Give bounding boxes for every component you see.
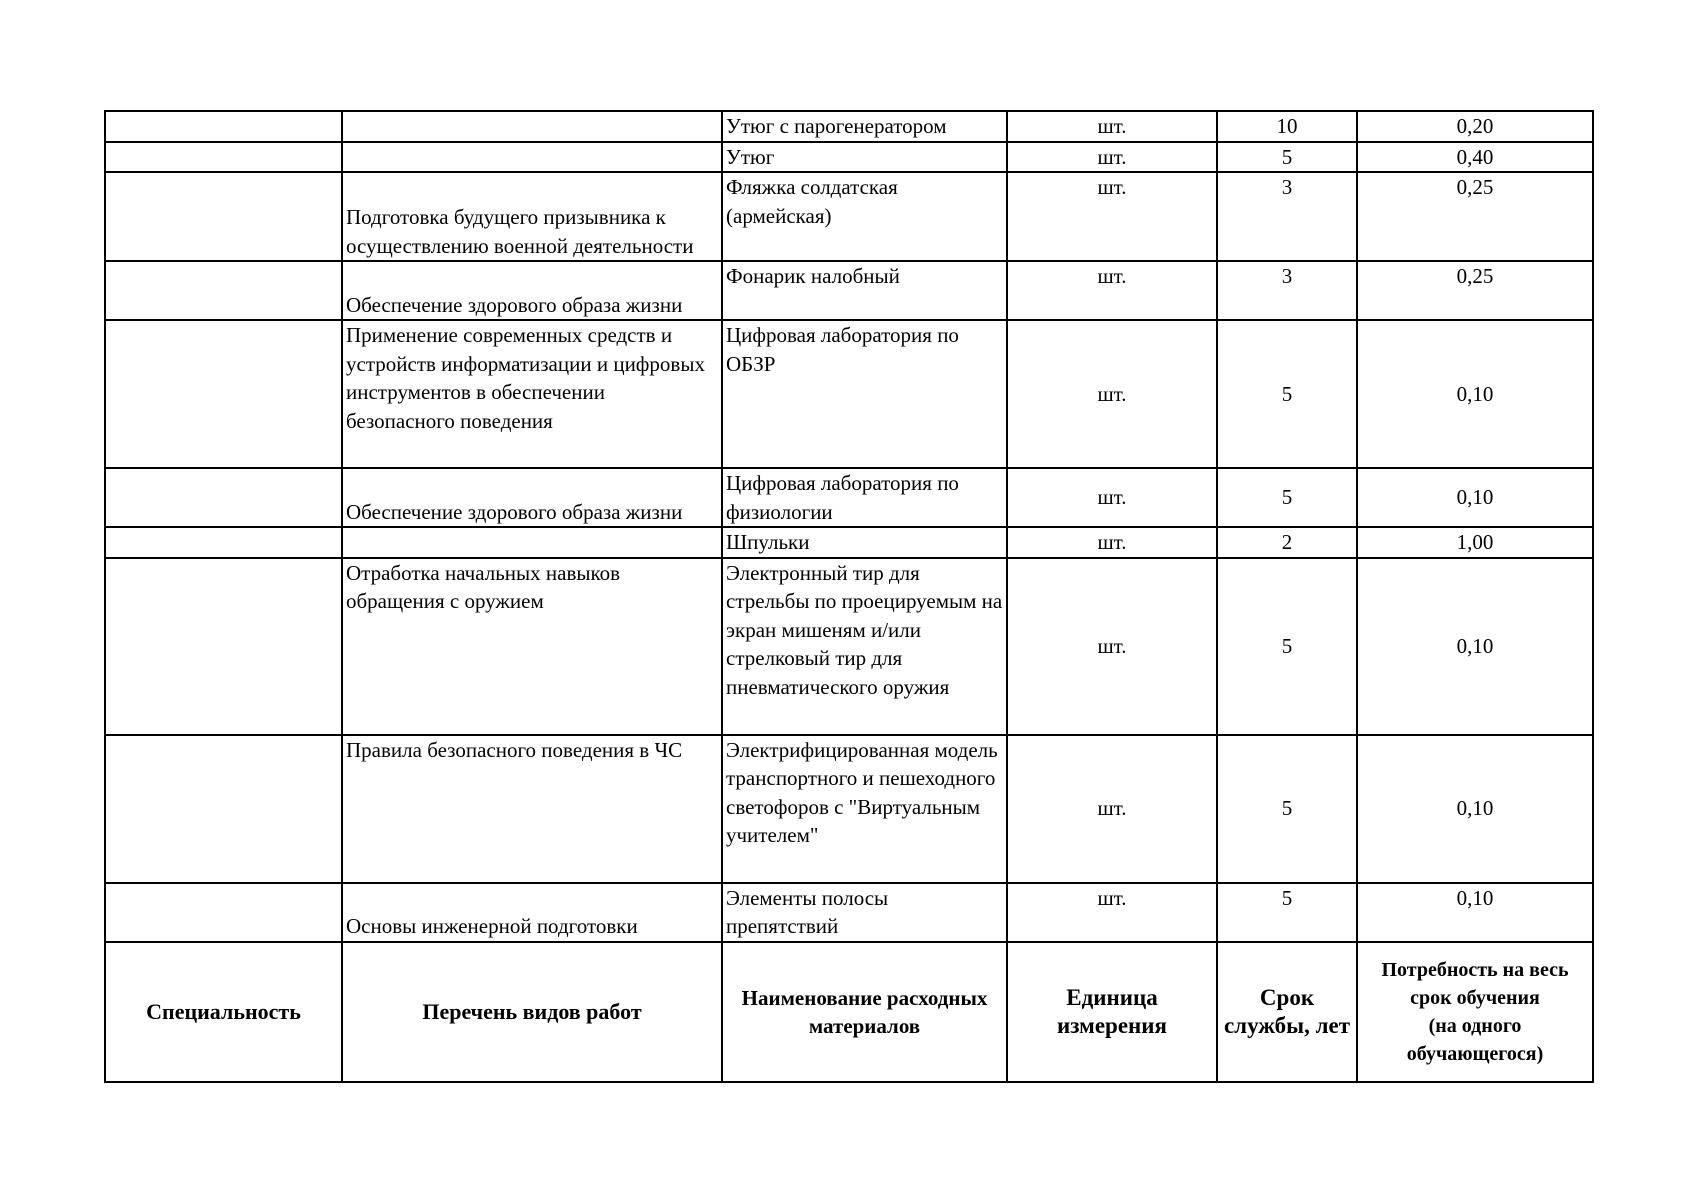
table-row bbox=[105, 468, 1593, 527]
service-life-cell: 5 bbox=[1217, 142, 1357, 173]
unit-cell: шт. bbox=[1007, 468, 1217, 527]
need-cell: 0,10 bbox=[1357, 735, 1593, 883]
column-header-specialty: Специальность bbox=[105, 942, 342, 1082]
material-cell: Электрифицированная модель транспортного и пешеходного светофоров с "Виртуальным учителем" bbox=[722, 735, 1007, 883]
specialty-cell bbox=[105, 172, 342, 261]
work-type-cell: Подготовка будущего призывника к осуществлению военной деятельности bbox=[342, 172, 722, 261]
table-row bbox=[105, 111, 1593, 142]
specialty-cell bbox=[105, 468, 342, 527]
service-life-cell: 3 bbox=[1217, 261, 1357, 320]
service-life-cell: 5 bbox=[1217, 735, 1357, 883]
column-header-service-life: Срок службы, лет bbox=[1217, 942, 1357, 1082]
work-type-cell: Обеспечение здорового образа жизни bbox=[342, 468, 722, 527]
work-type-cell: Отработка начальных навыков обращения с оружием bbox=[342, 558, 722, 735]
need-cell: 0,10 bbox=[1357, 558, 1593, 735]
material-cell: Шпульки bbox=[722, 527, 1007, 558]
unit-cell: шт. bbox=[1007, 172, 1217, 261]
specialty-cell bbox=[105, 527, 342, 558]
material-cell: Утюг bbox=[722, 142, 1007, 173]
unit-cell: шт. bbox=[1007, 735, 1217, 883]
unit-cell: шт. bbox=[1007, 261, 1217, 320]
table-row bbox=[105, 320, 1593, 468]
need-cell: 0,10 bbox=[1357, 468, 1593, 527]
need-cell: 0,25 bbox=[1357, 172, 1593, 261]
unit-cell: шт. bbox=[1007, 142, 1217, 173]
specialty-cell bbox=[105, 142, 342, 173]
specialty-cell bbox=[105, 735, 342, 883]
materials-table bbox=[104, 110, 1594, 1083]
need-cell: 0,40 bbox=[1357, 142, 1593, 173]
material-cell: Цифровая лаборатория по ОБЗР bbox=[722, 320, 1007, 468]
table-row bbox=[105, 735, 1593, 883]
service-life-cell: 5 bbox=[1217, 558, 1357, 735]
work-type-cell: Применение современных средств и устройств информатизации и цифровых инструментов в обеспечении безопасного поведения bbox=[342, 320, 722, 468]
need-cell: 0,20 bbox=[1357, 111, 1593, 142]
unit-cell: шт. bbox=[1007, 558, 1217, 735]
unit-cell: шт. bbox=[1007, 527, 1217, 558]
column-header-material-name: Наименование расходных материалов bbox=[722, 942, 1007, 1082]
unit-cell: шт. bbox=[1007, 111, 1217, 142]
service-life-cell: 5 bbox=[1217, 883, 1357, 942]
table-row bbox=[105, 261, 1593, 320]
material-cell: Утюг с парогенератором bbox=[722, 111, 1007, 142]
column-header-work-types: Перечень видов работ bbox=[342, 942, 722, 1082]
work-type-cell bbox=[342, 527, 722, 558]
unit-cell: шт. bbox=[1007, 883, 1217, 942]
service-life-cell: 5 bbox=[1217, 468, 1357, 527]
work-type-cell bbox=[342, 111, 722, 142]
work-type-cell: Обеспечение здорового образа жизни bbox=[342, 261, 722, 320]
work-type-cell: Основы инженерной подготовки bbox=[342, 883, 722, 942]
work-type-cell bbox=[342, 142, 722, 173]
need-cell: 0,25 bbox=[1357, 261, 1593, 320]
column-header-need: Потребность на весь срок обучения (на одного обучающегося) bbox=[1357, 942, 1593, 1082]
material-cell: Электронный тир для стрельбы по проецируемым на экран мишеням и/или стрелковый тир для пневматического оружия bbox=[722, 558, 1007, 735]
table-row bbox=[105, 527, 1593, 558]
work-type-cell: Правила безопасного поведения в ЧС bbox=[342, 735, 722, 883]
table-row bbox=[105, 142, 1593, 173]
specialty-cell bbox=[105, 261, 342, 320]
need-cell: 0,10 bbox=[1357, 883, 1593, 942]
service-life-cell: 3 bbox=[1217, 172, 1357, 261]
column-header-unit: Единица измерения bbox=[1007, 942, 1217, 1082]
specialty-cell bbox=[105, 111, 342, 142]
table-row bbox=[105, 558, 1593, 735]
specialty-cell bbox=[105, 883, 342, 942]
service-life-cell: 2 bbox=[1217, 527, 1357, 558]
unit-cell: шт. bbox=[1007, 320, 1217, 468]
table-header-row bbox=[105, 942, 1593, 1082]
need-cell: 1,00 bbox=[1357, 527, 1593, 558]
table-row bbox=[105, 172, 1593, 261]
material-cell: Фонарик налобный bbox=[722, 261, 1007, 320]
specialty-cell bbox=[105, 320, 342, 468]
table-row bbox=[105, 883, 1593, 942]
need-cell: 0,10 bbox=[1357, 320, 1593, 468]
specialty-cell bbox=[105, 558, 342, 735]
service-life-cell: 5 bbox=[1217, 320, 1357, 468]
material-cell: Цифровая лаборатория по физиологии bbox=[722, 468, 1007, 527]
material-cell: Фляжка солдатская (армейская) bbox=[722, 172, 1007, 261]
material-cell: Элементы полосы препятствий bbox=[722, 883, 1007, 942]
service-life-cell: 10 bbox=[1217, 111, 1357, 142]
